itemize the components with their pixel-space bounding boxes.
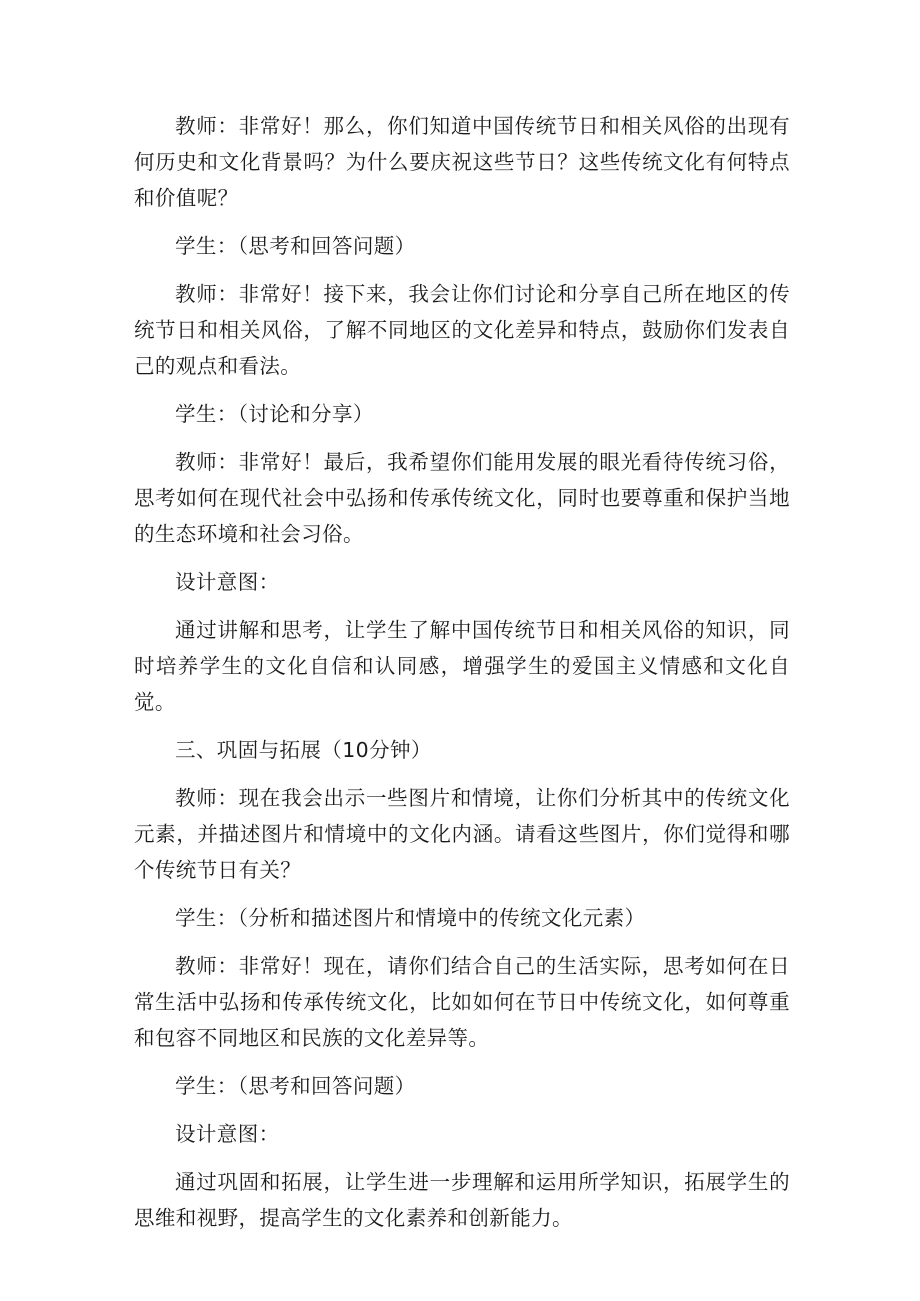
paragraph-student-think-answer: 学生：（思考和回答问题） [175,234,416,258]
paragraph-student-discuss-share: 学生：（讨论和分享） [175,402,374,426]
paragraph-teacher-development-view: 教师：非常好！最后，我希望你们能用发展的眼光看待传统习俗，思考如何在现代社会中弘扬和传承传统文化，同时也要尊重和保护当地的生态环境和社会习俗。 [134,450,790,546]
paragraph-teacher-daily-life: 教师：非常好！现在，请你们结合自己的生活实际，思考如何在日常生活中弘扬和传承传统文化，比如如何在节日中传统文化，如何尊重和包容不同地区和民族的文化差异等。 [134,954,790,1050]
paragraph-design-intent-label-2: 设计意图： [175,1122,280,1146]
paragraph-teacher-discuss-share: 教师：非常好！接下来，我会让你们讨论和分享自己所在地区的传统节日和相关风俗，了解不同地区的文化差异和特点，鼓励你们发表自己的观点和看法。 [134,282,790,378]
paragraph-design-intent-text-2: 通过巩固和拓展，让学生进一步理解和运用所学知识，拓展学生的思维和视野，提高学生的文化素养和创新能力。 [134,1170,790,1230]
section-heading-consolidation: 三、巩固与拓展（10分钟） [175,738,432,762]
paragraph-teacher-show-pictures: 教师：现在我会出示一些图片和情境，让你们分析其中的传统文化元素，并描述图片和情境中的文化内涵。请看这些图片，你们觉得和哪个传统节日有关？ [134,786,790,882]
paragraph-teacher-question-background: 教师：非常好！那么，你们知道中国传统节日和相关风俗的出现有何历史和文化背景吗？为什么要庆祝这些节日？这些传统文化有何特点和价值呢？ [134,114,790,210]
paragraph-design-intent-text: 通过讲解和思考，让学生了解中国传统节日和相关风俗的知识，同时培养学生的文化自信和认同感，增强学生的爱国主义情感和文化自觉。 [134,618,790,714]
document-body [134,108,790,1248]
paragraph-student-think-answer-2: 学生：（思考和回答问题） [175,1074,416,1098]
paragraph-design-intent-label: 设计意图： [175,570,280,594]
paragraph-student-analyze-pictures: 学生：（分析和描述图片和情境中的传统文化元素） [175,906,646,930]
